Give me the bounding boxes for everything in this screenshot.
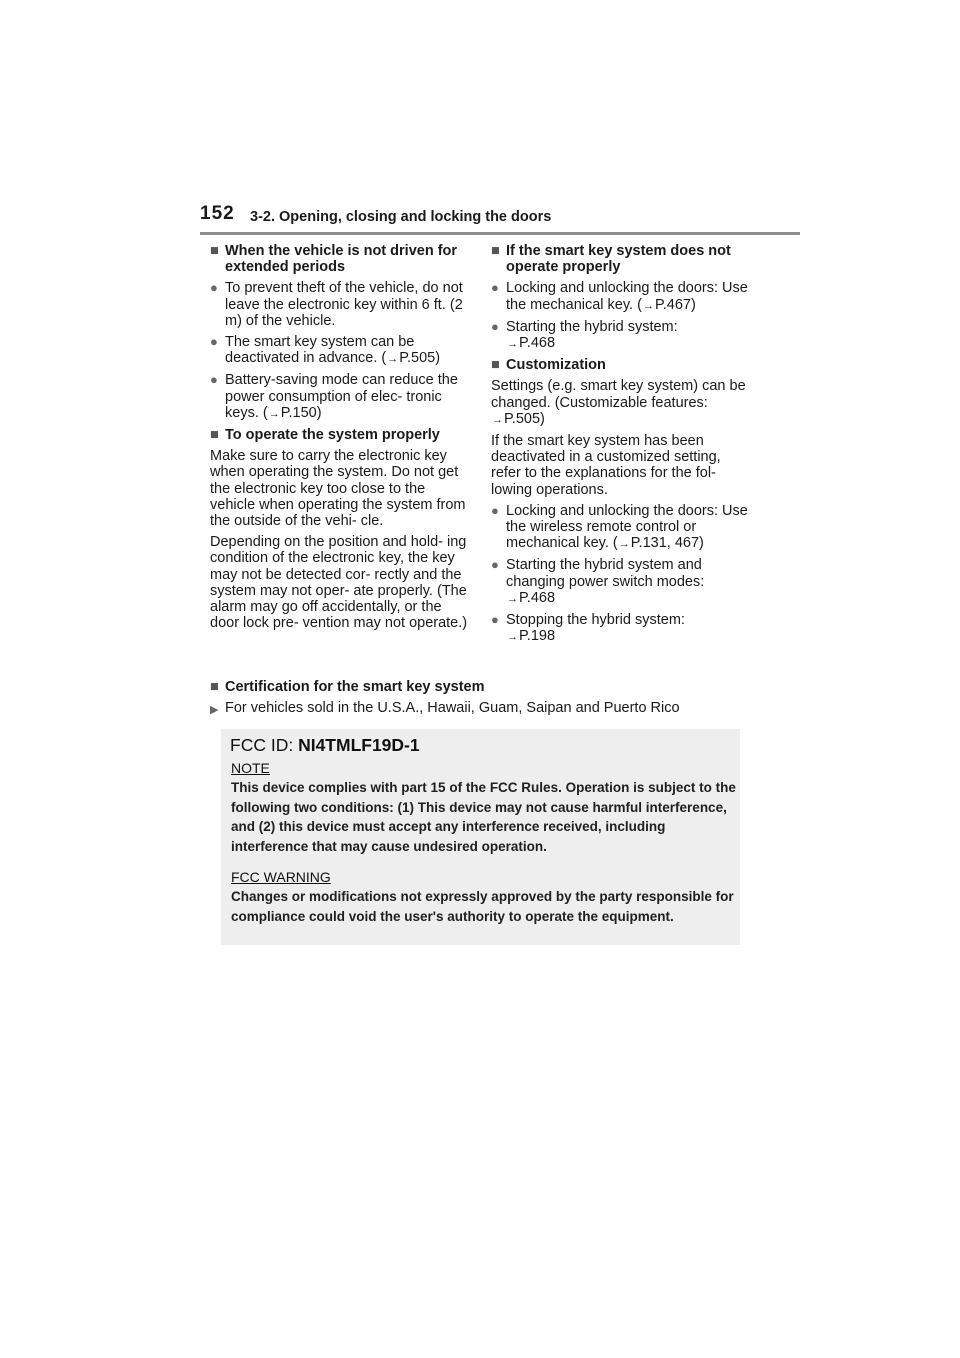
- heading-not-operate-properly: ■ If the smart key system does not operate properly: [491, 243, 731, 276]
- arrow-icon: →: [642, 299, 654, 312]
- heading-extended-periods: ■ When the vehicle is not driven for extended periods: [210, 243, 458, 276]
- fcc-id: FCC ID: NI4TMLF19D-1: [230, 735, 420, 755]
- note-title: NOTE: [231, 760, 270, 776]
- square-bullet-icon: ■: [210, 243, 219, 259]
- circle-bullet-icon: ●: [491, 557, 499, 573]
- heading-customization: ■ Customization: [491, 357, 606, 374]
- arrow-icon: →: [492, 413, 503, 426]
- list-item: ● Starting the hybrid system: →P.468: [491, 318, 678, 352]
- list-item: ▶ For vehicles sold in the U.S.A., Hawaii, Guam, Saipan and Puerto Rico: [210, 700, 770, 718]
- page-header: [200, 203, 800, 233]
- page-reference-link[interactable]: P.468: [519, 335, 556, 352]
- certification-section: [210, 679, 770, 723]
- arrow-icon: →: [507, 592, 518, 605]
- left-column: [210, 243, 472, 636]
- circle-bullet-icon: ●: [491, 502, 499, 518]
- circle-bullet-icon: ●: [210, 372, 218, 388]
- triangle-bullet-icon: ▶: [210, 704, 219, 717]
- circle-bullet-icon: ●: [491, 318, 499, 334]
- paragraph: Make sure to carry the electronic key when operating the system. Do not get the electronic key too close to the vehicle when operating the system from the outside of the vehi- cle.: [210, 448, 466, 530]
- circle-bullet-icon: ●: [491, 612, 499, 628]
- list-item: ● Locking and unlocking the doors: Use the wireless remote control or mechanical key. (→P.131, 467): [491, 502, 748, 552]
- page-reference-link[interactable]: P.505): [399, 350, 441, 367]
- paragraph: Depending on the position and hold- ing condition of the electronic key, the key may not be detected cor- rectly and the system may not oper- ate properly. (The alarm may go off accidentally, or the door lock pre- vention may not operate.): [210, 534, 468, 632]
- circle-bullet-icon: ●: [491, 280, 499, 296]
- arrow-icon: →: [268, 407, 280, 420]
- heading-operate-properly: ■ To operate the system properly: [210, 427, 440, 444]
- page-reference-link[interactable]: P.467): [654, 296, 696, 313]
- square-bullet-icon: ■: [210, 427, 219, 444]
- list-item: ● Locking and unlocking the doors: Use the mechanical key. (→P.467): [491, 280, 748, 313]
- paragraph: Settings (e.g. smart key system) can be changed. (Customizable features: →P.505): [491, 378, 746, 427]
- page-number: 152: [200, 203, 235, 224]
- arrow-icon: →: [507, 338, 518, 351]
- fcc-label-image: [221, 729, 740, 945]
- circle-bullet-icon: ●: [210, 280, 218, 296]
- fcc-warning-title: FCC WARNING: [231, 869, 331, 885]
- page-reference-link[interactable]: P.198: [519, 628, 556, 645]
- heading-certification: ■ Certification for the smart key system: [210, 679, 485, 695]
- square-bullet-icon: ■: [210, 679, 219, 695]
- page-reference-link[interactable]: P.468: [519, 589, 556, 606]
- paragraph: If the smart key system has been deactivated in a customized setting, refer to the explanations for the fol- lowing operations.: [491, 433, 721, 498]
- note-text: This device complies with part 15 of the FCC Rules. Operation is subject to the following two conditions: (1) This device may not cause harmful interference, and (2) this device must accept any interference received, including interference that may cause undesired operation.: [231, 780, 736, 854]
- circle-bullet-icon: ●: [210, 334, 218, 350]
- arrow-icon: →: [507, 631, 518, 644]
- square-bullet-icon: ■: [491, 357, 500, 374]
- square-bullet-icon: ■: [491, 243, 500, 259]
- page-reference-link[interactable]: P.131, 467): [630, 535, 704, 552]
- header-rule: [200, 232, 800, 235]
- right-column: [491, 243, 753, 650]
- page-reference-link[interactable]: P.150): [280, 404, 322, 421]
- list-item: ● Battery-saving mode can reduce the power consumption of elec- tronic keys. (→P.150): [210, 372, 458, 421]
- fcc-warning-text: Changes or modifications not expressly approved by the party responsible for compliance could void the user's authority to operate the equipment.: [231, 889, 734, 924]
- section-title: 3-2. Opening, closing and locking the doors: [250, 209, 552, 225]
- arrow-icon: →: [618, 538, 630, 551]
- page-reference-link[interactable]: P.505): [504, 410, 545, 427]
- list-item: ● Starting the hybrid system and changing power switch modes: →P.468: [491, 557, 705, 606]
- list-item: ● To prevent theft of the vehicle, do not leave the electronic key within 6 ft. (2 m) of the vehicle.: [210, 280, 463, 329]
- list-item: ● The smart key system can be deactivated in advance. (→P.505): [210, 334, 441, 367]
- arrow-icon: →: [387, 353, 399, 366]
- list-item: ● Stopping the hybrid system: →P.198: [491, 612, 685, 645]
